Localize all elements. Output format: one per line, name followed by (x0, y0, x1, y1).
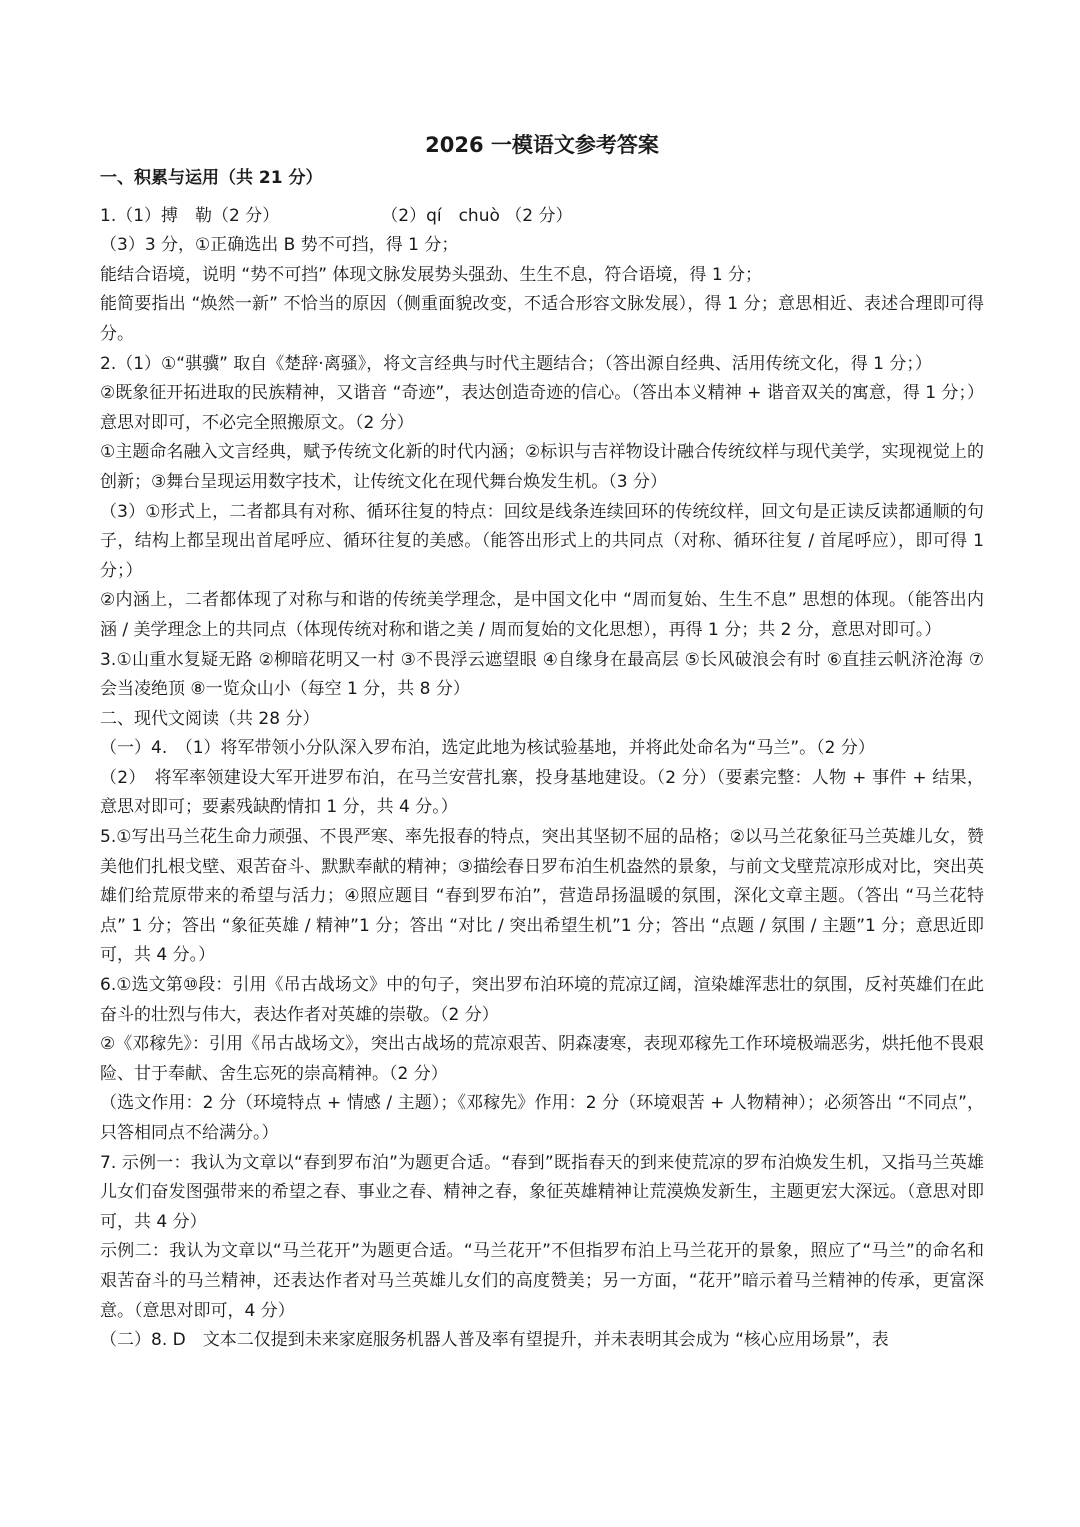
paragraph-q2-1-b: ②既象征开拓进取的民族精神，又谐音 “奇迹”，表达创造奇迹的信心。（答出本义精神 + 谐音双关的寓意，得 1 分；）意思对即可，不必完全照搬原文。（2 分） (100, 383, 984, 433)
paragraph-q2-3-a: （3）①形式上，二者都具有对称、循环往复的特点：回纹是线条连续回环的传统纹样，回文句是正读反读都通顺的句子，结构上都呈现出首尾呼应、循环往复的美感。（能答出形式上的共同点（对称、循环往复 / 首尾呼应），即可得 1 分；） (100, 501, 984, 581)
paragraph-q2-3-b: ②内涵上，二者都体现了对称与和谐的传统美学理念，是中国文化中 “周而复始、生生不息” 思想的体现。（能答出内涵 / 美学理念上的共同点（体现传统对称和谐之美 / 周而复始的文化思想），再得 1 分；共 2 分，意思对即可。） (100, 590, 984, 640)
paragraph-q3: 3.①山重水复疑无路 ②柳暗花明又一村 ③不畏浮云遮望眼 ④自缘身在最高层 ⑤长风破浪会有时 ⑥直挂云帆济沧海 ⑦会当凌绝顶 ⑧一览众山小（每空 1 分，共 8 分） (100, 649, 984, 700)
paragraph-q7-example2: 示例二：我认为文章以“马兰花开”为题更合适。“马兰花开”不但指罗布泊上马兰花开的景象，照应了“马兰”的命名和艰苦奋斗的马兰精神，还表达作者对马兰英雄儿女们的高度赞美；另一方面，“花开”暗示着马兰精神的传承，更富深意。（意思对即可，4 分） (100, 1241, 984, 1321)
paragraph-q1-3: （3）3 分，①正确选出 B 势不可挡，得 1 分； (100, 235, 459, 256)
paragraph-q1-1: 1.（1）搏 勒（2 分） （2）qí chuò （2 分） (100, 205, 573, 226)
document-title: 2026 一模语文参考答案 (425, 133, 659, 157)
section-heading-2: 二、现代文阅读（共 28 分） (100, 708, 320, 729)
paragraph-q8: （二）8. D 文本二仅提到未来家庭服务机器人普及率有望提升，并未表明其会成为 “核心应用场景”，表 (100, 1330, 889, 1351)
paragraph-q6-1: 6.①选文第⑩段：引用《吊古战场文》中的句子，突出罗布泊环境的荒凉辽阔，渲染雄浑悲壮的氛围，反衬英雄们在此奋斗的壮烈与伟大，表达作者对英雄的崇敬。（2 分） (100, 975, 984, 1025)
paragraph-q4-2: （2） 将军率领建设大军开进罗布泊，在马兰安营扎寨，投身基地建设。（2 分）（要素完整：人物 + 事件 + 结果，意思对即可；要素残缺酌情扣 1 分，共 4 分。） (100, 767, 984, 818)
paragraph-q2-1: 2.（1）①“骐骥” 取自《楚辞·离骚》，将文言经典与时代主题结合；（答出源自经典、活用传统文化，得 1 分；） (100, 353, 932, 374)
paragraph-q7-example1: 7. 示例一：我认为文章以“春到罗布泊”为题更合适。“春到”既指春天的到来使荒凉的罗布泊焕发生机，又指马兰英雄儿女们奋发图强带来的希望之春、事业之春、精神之春，象征英雄精神让荒漠焕发新生，主题更宏大深远。（意思对即可，共 4 分） (100, 1152, 984, 1232)
paragraph-q6-note: （选文作用：2 分（环境特点 + 情感 / 主题）；《邓稼先》作用：2 分（环境艰苦 + 人物精神）；必须答出 “不同点”，只答相同点不给满分。） (100, 1093, 984, 1143)
paragraph-q5: 5.①写出马兰花生命力顽强、不畏严寒、率先报春的特点，突出其坚韧不屈的品格；②以马兰花象征马兰英雄儿女，赞美他们扎根戈壁、艰苦奋斗、默默奉献的精神；③描绘春日罗布泊生机盎然的景象，与前文戈壁荒凉形成对比，突出英雄们给荒原带来的希望与活力；④照应题目 “春到罗布泊”，营造昂扬温暖的氛围，深化文章主题。（答出 “马兰花特点” 1 分；答出 “象征英雄 / 精神”1 分；答出 “对比 / 突出希望生机”1 分；答出 “点题 / 氛围 / 主题”1 分；意思近即可，共 4 分。） (100, 827, 984, 966)
paragraph-q6-2: ②《邓稼先》：引用《吊古战场文》，突出古战场的荒凉艰苦、阴森凄寒，表现邓稼先工作环境极端恶劣，烘托他不畏艰险、甘于奉献、舍生忘死的崇高精神。（2 分） (100, 1034, 984, 1084)
paragraph-q1-3-b: 能简要指出 “焕然一新” 不恰当的原因（侧重面貌改变，不适合形容文脉发展），得 1 分；意思相近、表述合理即可得分。 (100, 294, 984, 344)
section-heading-1: 一、积累与运用（共 21 分） (100, 168, 323, 188)
paragraph-q2-2: ①主题命名融入文言经典，赋予传统文化新的时代内涵；②标识与吉祥物设计融合传统纹样与现代美学，实现视觉上的创新；③舞台呈现运用数字技术，让传统文化在现代舞台焕发生机。（3 分） (100, 442, 984, 492)
paragraph-q4-1: （一）4. （1）将军带领小分队深入罗布泊，选定此地为核试验基地，并将此处命名为“马兰”。（2 分） (100, 738, 875, 759)
paragraph-q1-3-a: 能结合语境，说明 “势不可挡” 体现文脉发展势头强劲、生生不息，符合语境，得 1 分； (100, 264, 763, 285)
